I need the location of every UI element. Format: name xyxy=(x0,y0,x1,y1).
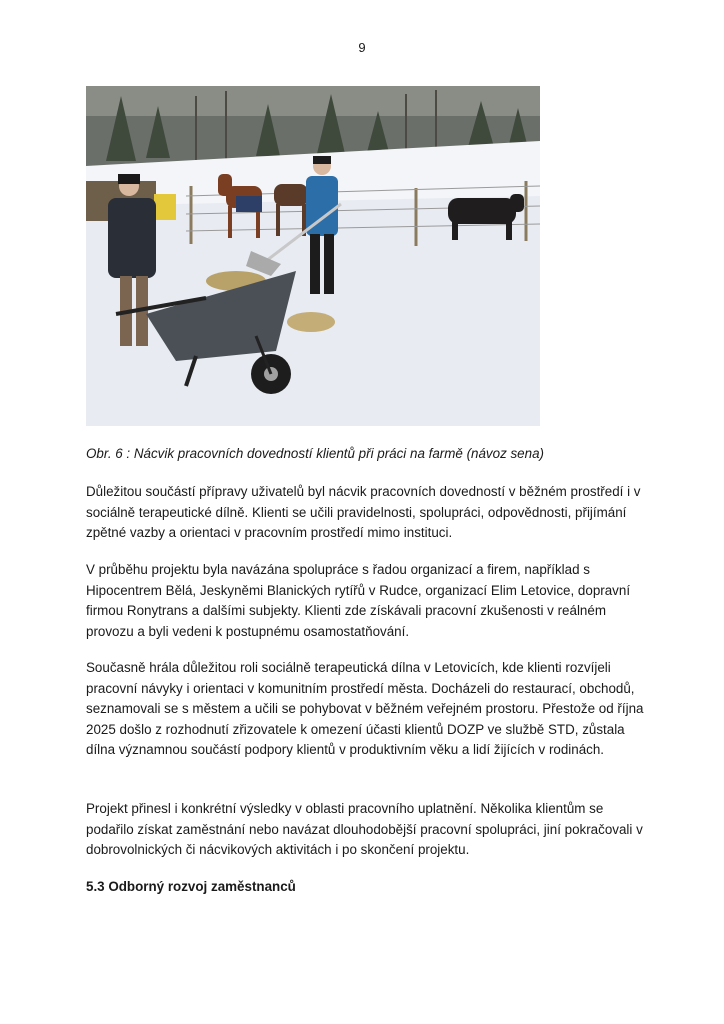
paragraph-3: Současně hrála důležitou roli sociálně terapeutická dílna v Letovicích, kde klienti rozvíjeli pracovní návyky i orientaci v komunitním prostředí města. Docházeli do restaurací, obchodů, seznamovali se s městem a učili se pohybovat v běžném veřejném prostoru. Přestože od října 2025 došlo z rozhodnutí zřizovatele k omezení účasti klientů DOZP ve službě STD, zůstala dílna významnou součástí podpory klientů v produktivním věku a lidí žijících v rodinách. xyxy=(86,660,644,758)
figure-caption: Obr. 6 : Nácvik pracovních dovedností klientů při práci na farmě (návoz sena) xyxy=(86,446,544,461)
section-heading: 5.3 Odborný rozvoj zaměstnanců xyxy=(86,879,296,894)
paragraph-2: V průběhu projektu byla navázána spolupráce s řadou organizací a firem, například s Hipocentrem Bělá, Jeskyněmi Blanických rytířů v Rudce, organizací Elim Letovice, dopravní firmou Ronytrans a dalšími subjekty. Klienti zde získávali pracovní zkušenosti v reálném provozu a byli vedeni k postupnému osamostatňování. xyxy=(86,562,631,639)
paragraph-1: Důležitou součástí přípravy uživatelů byl nácvik pracovních dovedností v běžném prostředí i v sociálně terapeutické dílně. Klienti se učili pravidelnosti, spolupráci, odpovědnosti, přijímání zpětné vazby a orientaci v pracovním prostředí mimo instituci. xyxy=(86,484,641,541)
farm-photo xyxy=(86,86,540,426)
page-number: 9 xyxy=(358,40,366,55)
paragraph-4: Projekt přinesl i konkrétní výsledky v oblasti pracovního uplatnění. Několika klientům se podařilo získat zaměstnání nebo navázat dlouhodobější pracovní spolupráci, jiní pokračovali v dobrovolnických či nácvikových aktivitách i po skončení projektu. xyxy=(86,801,643,858)
